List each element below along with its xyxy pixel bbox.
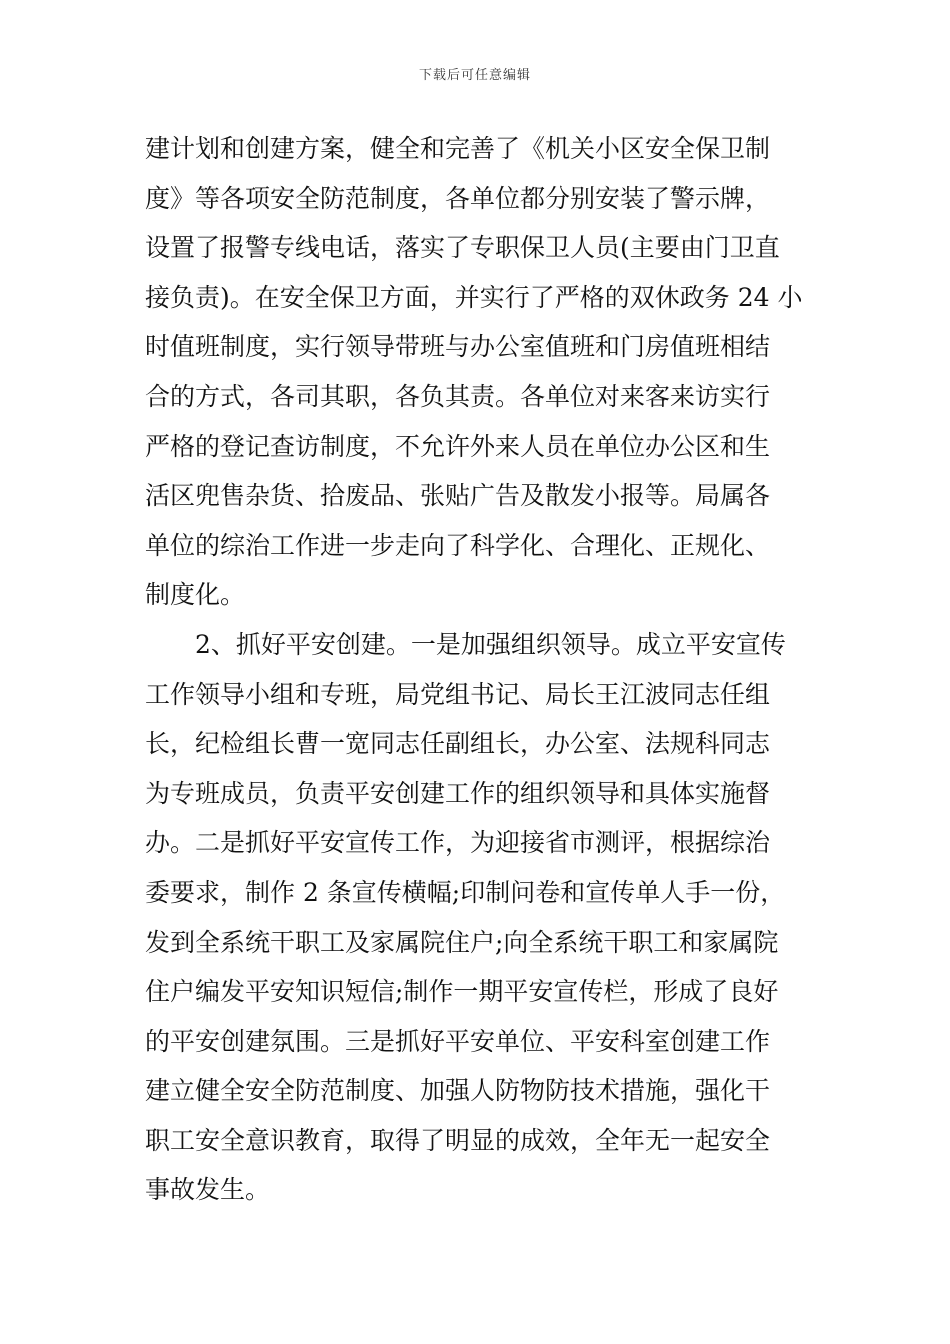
text-line: 建计划和创建方案，健全和完善了《机关小区安全保卫制 xyxy=(145,134,771,163)
text-line: 单位的综治工作进一步走向了科学化、合理化、正规化、 xyxy=(145,530,771,560)
text-line: 制度化。 xyxy=(145,580,246,610)
text-line: 合的方式，各司其职，各负其责。各单位对来客来访实行 xyxy=(145,381,771,411)
text-line: 接负责)。在安全保卫方面，并实行了严格的双休政务 24 小 xyxy=(145,282,803,312)
paragraph-2-first-line: 2、抓好平安创建。一是加强组织领导。成立平安宣传 xyxy=(145,629,786,659)
text-line: 活区兜售杂货、拾废品、张贴广告及散发小报等。局属各 xyxy=(145,481,771,511)
text-line: 委要求，制作 2 条宣传横幅;印制问卷和宣传单人手一份， xyxy=(145,877,786,907)
text-line: 住户编发平安知识短信;制作一期平安宣传栏，形成了良好 xyxy=(145,977,779,1007)
text-line: 建立健全安全防范制度、加强人防物防技术措施，强化干 xyxy=(145,1076,771,1106)
text-line: 为专班成员，负责平安创建工作的组织领导和具体实施督 xyxy=(145,778,771,808)
text-line: 事故发生。 xyxy=(145,1175,271,1205)
text-line: 发到全系统干职工及家属院住户;向全系统干职工和家属院 xyxy=(145,927,779,957)
page-header: 下载后可任意编辑 xyxy=(418,68,531,83)
text-line: 的平安创建氛围。三是抓好平安单位、平安科室创建工作 xyxy=(145,1026,771,1056)
text-line: 职工安全意识教育，取得了明显的成效，全年无一起安全 xyxy=(145,1125,771,1155)
text-line: 严格的登记查访制度，不允许外来人员在单位办公区和生 xyxy=(145,431,771,461)
text-line: 工作领导小组和专班，局党组书记、局长王江波同志任组 xyxy=(145,679,771,709)
text-line: 时值班制度，实行领导带班与办公室值班和门房值班相结 xyxy=(145,332,771,362)
text-line: 办。二是抓好平安宣传工作，为迎接省市测评，根据综治 xyxy=(145,828,771,858)
text-line: 设置了报警专线电话，落实了专职保卫人员(主要由门卫直 xyxy=(145,233,780,263)
text-line: 长，纪检组长曹一宽同志任副组长，办公室、法规科同志 xyxy=(145,729,771,759)
text-line: 度》等各项安全防范制度，各单位都分别安装了警示牌， xyxy=(145,183,771,213)
document-body xyxy=(145,124,807,1215)
